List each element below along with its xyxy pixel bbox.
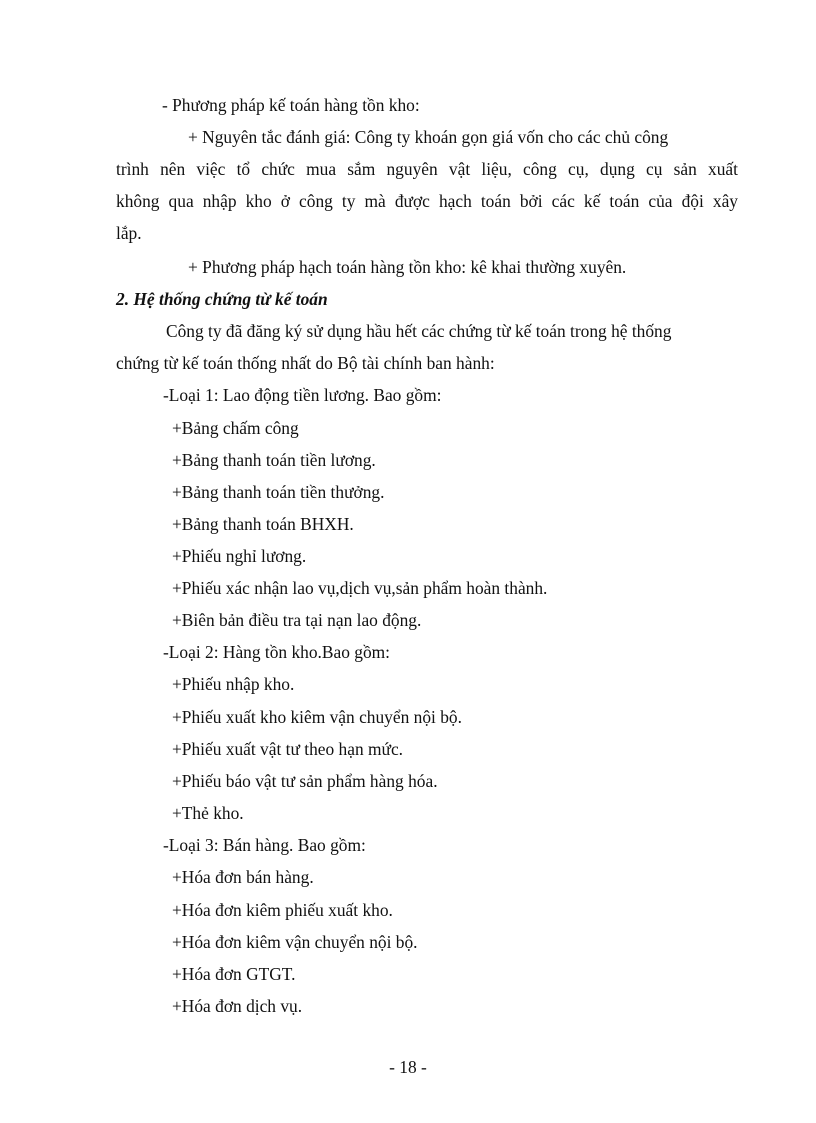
list-item: +Phiếu xác nhận lao vụ,dịch vụ,sản phẩm hoàn thành. — [172, 578, 548, 598]
list-item: +Phiếu báo vật tư sản phẩm hàng hóa. — [172, 771, 438, 791]
method-line: + Phương pháp hạch toán hàng tồn kho: kê khai thường xuyên. — [188, 257, 627, 277]
principle-line-1: + Nguyên tắc đánh giá: Công ty khoán gọn giá vốn cho các chủ công — [188, 127, 669, 147]
list-item: +Biên bản điều tra tại nạn lao động. — [172, 610, 422, 630]
principle-line-3: không qua nhập kho ở công ty mà được hạch toán bởi các kế toán của đội xây — [116, 191, 738, 211]
list-item: +Phiếu xuất vật tư theo hạn mức. — [172, 739, 404, 759]
list-item: +Bảng thanh toán BHXH. — [172, 514, 354, 534]
list-item: +Hóa đơn GTGT. — [172, 964, 296, 984]
list-item: +Bảng thanh toán tiền thưởng. — [172, 482, 385, 502]
intro-line-1: Công ty đã đăng ký sử dụng hầu hết các chứng từ kế toán trong hệ thống — [166, 321, 672, 341]
section-heading: 2. Hệ thống chứng từ kế toán — [116, 289, 328, 309]
group-title-2: -Loại 2: Hàng tồn kho.Bao gồm: — [163, 642, 391, 662]
list-item: +Thẻ kho. — [172, 803, 244, 823]
list-item: +Phiếu nghỉ lương. — [172, 546, 307, 566]
principle-line-4: lắp. — [116, 223, 142, 243]
list-item: +Hóa đơn dịch vụ. — [172, 996, 303, 1016]
list-item: +Hóa đơn kiêm vận chuyển nội bộ. — [172, 932, 418, 952]
list-item: +Bảng thanh toán tiền lương. — [172, 450, 376, 470]
page-number: - 18 - — [389, 1057, 427, 1077]
list-item: +Bảng chấm công — [172, 418, 299, 438]
group-title-3: -Loại 3: Bán hàng. Bao gồm: — [163, 835, 366, 855]
list-item: +Hóa đơn kiêm phiếu xuất kho. — [172, 900, 393, 920]
method-title: - Phương pháp kế toán hàng tồn kho: — [162, 95, 420, 115]
group-title-1: -Loại 1: Lao động tiền lương. Bao gồm: — [163, 385, 442, 405]
list-item: +Phiếu xuất kho kiêm vận chuyển nội bộ. — [172, 707, 462, 727]
list-item: +Hóa đơn bán hàng. — [172, 867, 314, 887]
list-item: +Phiếu nhập kho. — [172, 674, 295, 694]
intro-line-2: chứng từ kế toán thống nhất do Bộ tài chính ban hành: — [116, 353, 495, 373]
principle-line-2: trình nên việc tổ chức mua sắm nguyên vật liệu, công cụ, dụng cụ sản xuất — [116, 159, 738, 179]
